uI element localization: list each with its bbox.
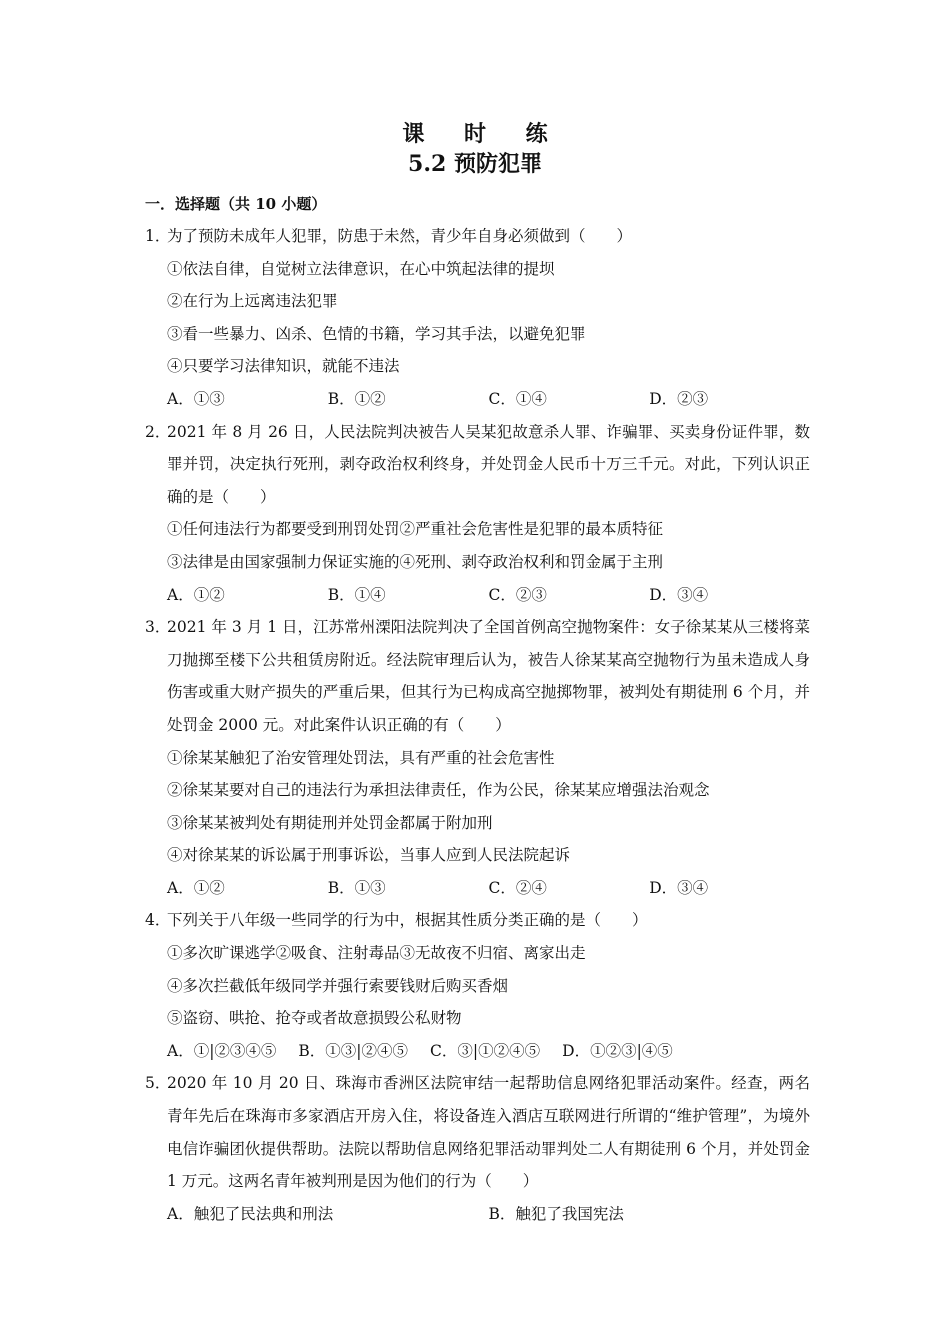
statement-item: ④只要学习法律知识，就能不违法 xyxy=(167,357,400,376)
statement-item: ①任何违法行为都要受到刑罚处罚②严重社会危害性是犯罪的最本质特征 xyxy=(167,520,664,539)
option-c[interactable]: C．②③ xyxy=(488,585,547,604)
answer-options xyxy=(145,872,810,905)
option-b[interactable]: B．①④ xyxy=(327,585,386,604)
statement-item: ①依法自律，自觉树立法律意识，在心中筑起法律的提坝 xyxy=(167,259,555,278)
question-3 xyxy=(145,611,810,904)
statement-item: ②在行为上远离违法犯罪 xyxy=(167,292,338,311)
option-b[interactable]: B．①③ xyxy=(327,878,386,897)
question-4 xyxy=(145,904,810,1067)
option-a[interactable]: A．①|②③④⑤ xyxy=(167,1041,277,1060)
option-c[interactable]: C．②④ xyxy=(488,878,547,897)
question-number: 4． xyxy=(145,911,171,930)
question-2 xyxy=(145,416,810,612)
option-b[interactable]: B．触犯了我国宪法 xyxy=(488,1204,624,1223)
answer-options xyxy=(145,579,810,612)
section-heading: 一．选择题（共 10 小题） xyxy=(145,195,327,213)
answer-options xyxy=(145,1035,810,1068)
option-a[interactable]: A．①③ xyxy=(167,389,225,408)
answer-options xyxy=(145,1198,810,1231)
page-title: 课 时 练 xyxy=(402,121,564,147)
option-b[interactable]: B．①③|②④⑤ xyxy=(298,1041,409,1060)
question-number: 5． xyxy=(145,1074,171,1093)
statement-item: ⑤盗窃、哄抢、抢夺或者故意损毁公私财物 xyxy=(167,1009,462,1028)
option-b[interactable]: B．①② xyxy=(327,389,386,408)
question-number: 1． xyxy=(145,227,171,245)
option-d[interactable]: D．①②③|④⑤ xyxy=(562,1041,673,1060)
question-stem: 2020 年 10 月 20 日、珠海市香洲区法院审结一起帮助信息网络犯罪活动案件。经查，两名青年先后在珠海市多家酒店开房入住，将设备连入酒店互联网进行所谓的“维护管理”，为境外电信诈骗团伙提供帮助。法院以帮助信息网络犯罪活动罪判处二人有期徒刑 6 个月，并处罚金 1 万元。这两名青年被判刑是因为他们的行为（ ） xyxy=(167,1074,810,1191)
option-d[interactable]: D．③④ xyxy=(649,585,709,604)
option-a[interactable]: A．①② xyxy=(167,878,225,897)
option-c[interactable]: C．③|①②④⑤ xyxy=(430,1041,541,1060)
statement-item: ②徐某某要对自己的违法行为承担法律责任，作为公民，徐某某应增强法治观念 xyxy=(167,781,710,800)
statement-item: ①徐某某触犯了治安管理处罚法，具有严重的社会危害性 xyxy=(167,748,555,767)
answer-options xyxy=(145,383,810,416)
option-c[interactable]: C．①④ xyxy=(488,389,547,408)
question-stem: 2021 年 8 月 26 日，人民法院判决被告人吴某犯故意杀人罪、诈骗罪、买卖身份证件罪，数罪并罚，决定执行死刑，剥夺政治权利终身，并处罚金人民币十万三千元。对此，下列认识正确的是（ ） xyxy=(167,422,810,506)
question-stem: 为了预防未成年人犯罪，防患于未然，青少年自身必须做到（ ） xyxy=(167,227,633,245)
question-5 xyxy=(145,1067,810,1230)
statement-item: ③法律是由国家强制力保证实施的④死刑、剥夺政治权利和罚金属于主刑 xyxy=(167,552,664,571)
option-d[interactable]: D．③④ xyxy=(649,878,709,897)
option-d[interactable]: D．②③ xyxy=(649,389,709,408)
question-number: 3． xyxy=(145,618,171,637)
question-stem: 2021 年 3 月 1 日，江苏常州溧阳法院判决了全国首例高空抛物案件：女子徐某某从三楼将菜刀抛掷至楼下公共租赁房附近。经法院审理后认为，被告人徐某某高空抛物行为虽未造成人身伤害或重大财产损失的严重后果，但其行为已构成高空抛掷物罪，被判处有期徒刑 6 个月，并处罚金 2000 元。对此案件认识正确的有（ ） xyxy=(167,618,810,734)
option-a[interactable]: A．①② xyxy=(167,585,225,604)
option-a[interactable]: A．触犯了民法典和刑法 xyxy=(167,1204,334,1223)
question-list xyxy=(145,220,810,1230)
statement-item: ④对徐某某的诉讼属于刑事诉讼，当事人应到人民法院起诉 xyxy=(167,846,571,865)
statement-item: ③徐某某被判处有期徒刑并处罚金都属于附加刑 xyxy=(167,813,493,832)
statement-item: ④多次拦截低年级同学并强行索要钱财后购买香烟 xyxy=(167,976,509,995)
question-number: 2． xyxy=(145,422,171,441)
statement-item: ③看一些暴力、凶杀、色情的书籍，学习其手法，以避免犯罪 xyxy=(167,324,586,343)
question-stem: 下列关于八年级一些同学的行为中，根据其性质分类正确的是（ ） xyxy=(167,911,648,930)
lesson-title: 5.2 预防犯罪 xyxy=(408,151,542,177)
statement-item: ①多次旷课逃学②吸食、注射毒品③无故夜不归宿、离家出走 xyxy=(167,944,586,963)
question-1 xyxy=(145,220,810,416)
